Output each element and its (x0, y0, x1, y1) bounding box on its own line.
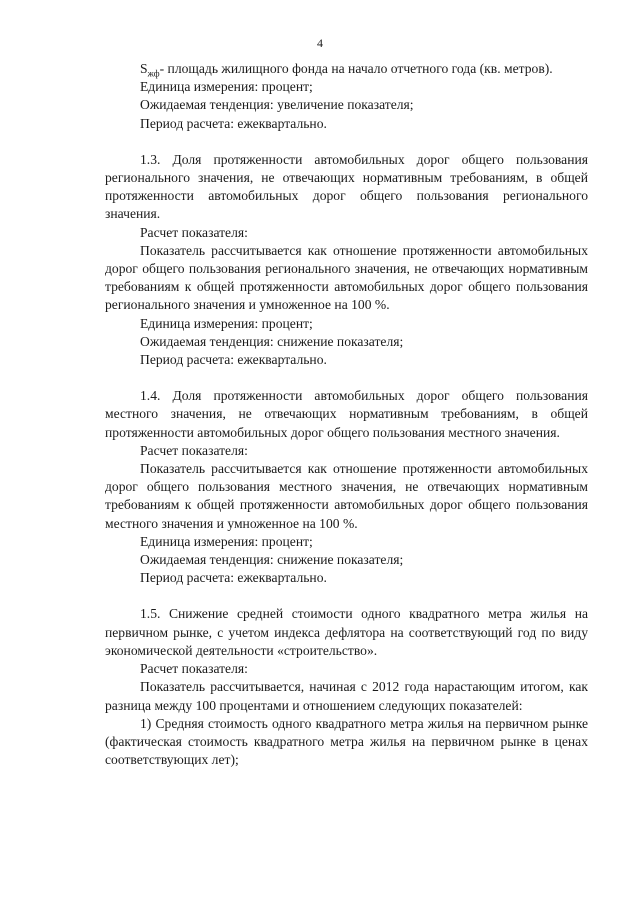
section-1-3-trend: Ожидаемая тенденция: снижение показателя; (140, 333, 404, 349)
spacer (105, 587, 588, 605)
section-1-3-calc-text: Показатель рассчитывается как отношение протяженности автомобильных дорог общего пользования регионального значения, не отвечающих нормативным требованиям к общей протяженности автомобильных дорог общего пользования регионального значения и умноженное на 100 %. (105, 242, 588, 313)
intro-unit: Единица измерения: процент; (140, 79, 313, 95)
section-1-3-unit: Единица измерения: процент; (140, 315, 313, 331)
intro-trend: Ожидаемая тенденция: увеличение показателя; (140, 97, 414, 113)
section-1-4-unit: Единица измерения: процент; (140, 533, 313, 549)
intro-symbol-subscript: жф (147, 68, 160, 79)
intro-definition (105, 60, 588, 78)
document-body (105, 60, 588, 769)
section-1-3-heading: 1.3. Доля протяженности автомобильных дорог общего пользования регионального значения, не отвечающих нормативным требованиям, в общей протяженности автомобильных дорог общего пользования регионального значения. (105, 151, 588, 222)
page-number: 4 (317, 36, 323, 50)
section-1-5-calc-label: Расчет показателя: (140, 661, 248, 677)
intro-definition-text: - площадь жилищного фонда на начало отчетного года (кв. метров). (159, 61, 553, 76)
section-1-4-calc-text: Показатель рассчитывается как отношение протяженности автомобильных дорог общего пользования местного значения, не отвечающих нормативным требованиям к общей протяженности автомобильных дорог общего пользования местного значения и умноженное на 100 %. (105, 461, 588, 531)
section-1-4-period: Период расчета: ежеквартально. (140, 570, 327, 586)
section-1-3-calc-label: Расчет показателя: (140, 224, 248, 240)
section-1-3-period: Период расчета: ежеквартально. (140, 352, 327, 368)
section-1-4-heading: 1.4. Доля протяженности автомобильных дорог общего пользования местного значения, не отвечающих нормативным требованиям, в общей протяженности автомобильных дорог общего пользования местного значения. (105, 388, 588, 440)
spacer (105, 369, 588, 387)
section-1-5-item-1: 1) Средняя стоимость одного квадратного метра жилья на первичном рынке (фактическая стоимость квадратного метра жилья на первичном рынке в ценах соответствующих лет); (105, 715, 588, 768)
section-1-5-heading: 1.5. Снижение средней стоимости одного квадратного метра жилья на первичном рынке, с учетом индекса дефлятора на соответствующий год по виду экономической деятельности «строительство». (105, 606, 588, 658)
section-1-4-calc-label: Расчет показателя: (140, 442, 248, 458)
section-1-5-calc-text: Показатель рассчитывается, начиная с 2012 года нарастающим итогом, как разница между 100 процентами и отношением следующих показателей: (105, 679, 588, 713)
intro-symbol: S (140, 61, 148, 76)
intro-period: Период расчета: ежеквартально. (140, 115, 327, 131)
section-1-4-trend: Ожидаемая тенденция: снижение показателя; (140, 552, 404, 568)
spacer (105, 133, 588, 151)
